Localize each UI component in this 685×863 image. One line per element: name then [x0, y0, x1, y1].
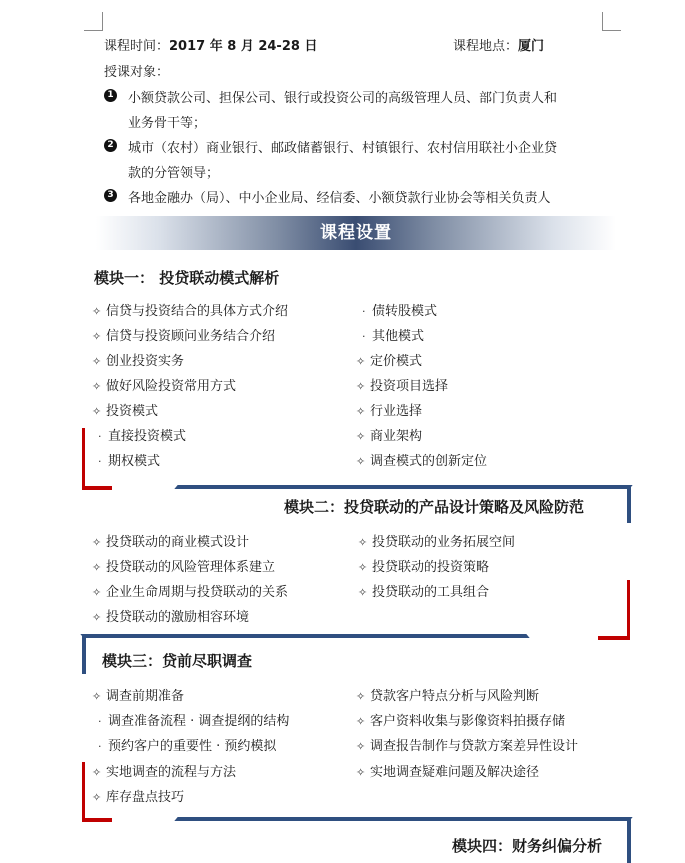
diamond-bullet-icon: ✧ [92, 791, 102, 804]
audience-text: 款的分管领导； [128, 166, 220, 181]
module-3-item: ✧ 贷款客户特点分析与风险判断 [356, 689, 540, 704]
module-1-item: · 其他模式 [362, 329, 425, 344]
audience-number: 1 [104, 89, 117, 102]
diamond-bullet-icon: ✧ [356, 405, 366, 418]
course-place [453, 38, 544, 56]
frame-bracket [627, 817, 631, 863]
section-banner [96, 216, 616, 250]
crop-mark-top-right [602, 12, 621, 31]
diamond-bullet-icon: ✧ [356, 690, 366, 703]
diamond-bullet-icon: ✧ [92, 355, 102, 368]
audience-text: 城市（农村）商业银行、邮政储蓄银行、村镇银行、农村信用联社小企业贷 [128, 141, 558, 156]
module-3-item: ✧ 客户资料收集与影像资料拍摄存储 [356, 714, 566, 729]
dot-bullet-icon: · [98, 740, 102, 753]
diamond-bullet-icon: ✧ [356, 430, 366, 443]
module-1-item: ✧ 创业投资实务 [92, 354, 185, 369]
diamond-bullet-icon: ✧ [356, 355, 366, 368]
diamond-bullet-icon: ✧ [92, 405, 102, 418]
frame-divider [174, 817, 632, 821]
course-time-label: 课程时间： [104, 39, 170, 54]
diamond-bullet-icon: ✧ [92, 586, 102, 599]
diamond-bullet-icon: ✧ [92, 690, 102, 703]
diamond-bullet-icon: ✧ [356, 455, 366, 468]
module-2-item: ✧ 投贷联动的工具组合 [358, 585, 490, 600]
frame-bracket [598, 636, 630, 640]
diamond-bullet-icon: ✧ [92, 766, 102, 779]
module-2-item: ✧ 投贷联动的商业模式设计 [92, 535, 250, 550]
audience-number: 3 [104, 189, 117, 202]
module-1-item: ✧ 信贷与投资顾问业务结合介绍 [92, 329, 276, 344]
frame-bracket [627, 580, 630, 640]
module-1-item: ✧ 调查模式的创新定位 [356, 454, 488, 469]
dot-bullet-icon: · [98, 715, 102, 728]
module-2-title: 模块二：投贷联动的产品设计策略及风险防范 [284, 498, 585, 516]
module-1-item: ✧ 投资项目选择 [356, 379, 449, 394]
audience-item [104, 186, 604, 211]
module-1-item: ✧ 商业架构 [356, 429, 423, 444]
module-1-title: 模块一： 投贷联动模式解析 [94, 269, 280, 287]
module-2-item: ✧ 投贷联动的风险管理体系建立 [92, 560, 276, 575]
module-1-item: ✧ 信贷与投资结合的具体方式介绍 [92, 304, 289, 319]
module-3-item: ✧ 调查报告制作与贷款方案差异性设计 [356, 739, 579, 754]
diamond-bullet-icon: ✧ [358, 586, 368, 599]
frame-bracket [82, 818, 112, 822]
audience-text: 小额贷款公司、担保公司、银行或投资公司的高级管理人员、部门负责人和 [128, 91, 558, 106]
diamond-bullet-icon: ✧ [358, 536, 368, 549]
module-3-item: ✧ 库存盘点技巧 [92, 790, 185, 805]
diamond-bullet-icon: ✧ [356, 740, 366, 753]
course-place-label: 课程地点： [453, 39, 519, 54]
audience-number: 2 [104, 139, 117, 152]
dot-bullet-icon: · [362, 330, 366, 343]
audience-item [104, 86, 604, 136]
module-3-item: ✧ 实地调查疑难问题及解决途径 [356, 765, 540, 780]
module-1-item: · 期权模式 [98, 454, 161, 469]
frame-bracket [82, 762, 85, 822]
diamond-bullet-icon: ✧ [356, 715, 366, 728]
module-2-item: ✧ 投贷联动的激励相容环境 [92, 610, 250, 625]
frame-bracket [82, 428, 85, 490]
module-2-item: ✧ 企业生命周期与投贷联动的关系 [92, 585, 289, 600]
frame-bracket [82, 634, 86, 674]
section-banner-title: 课程设置 [320, 223, 392, 243]
module-2-item: ✧ 投贷联动的业务拓展空间 [358, 535, 516, 550]
module-1-item: ✧ 定价模式 [356, 354, 423, 369]
module-1-item: ✧ 做好风险投资常用方式 [92, 379, 237, 394]
audience-item [104, 136, 604, 186]
diamond-bullet-icon: ✧ [92, 380, 102, 393]
module-2-item: ✧ 投贷联动的投资策略 [358, 560, 490, 575]
module-1-item: ✧ 投资模式 [92, 404, 159, 419]
frame-divider [174, 485, 632, 489]
diamond-bullet-icon: ✧ [92, 611, 102, 624]
module-3-item: ✧ 调查前期准备 [92, 689, 185, 704]
diamond-bullet-icon: ✧ [92, 330, 102, 343]
course-time-value: 2017 年 8 月 24-28 日 [169, 39, 318, 54]
module-1-item: · 直接投资模式 [98, 429, 187, 444]
dot-bullet-icon: · [98, 430, 102, 443]
module-4-title: 模块四：财务纠偏分析 [452, 837, 603, 855]
frame-bracket [627, 485, 631, 523]
diamond-bullet-icon: ✧ [92, 536, 102, 549]
dot-bullet-icon: · [362, 305, 366, 318]
module-1-item: ✧ 行业选择 [356, 404, 423, 419]
diamond-bullet-icon: ✧ [358, 561, 368, 574]
diamond-bullet-icon: ✧ [356, 380, 366, 393]
frame-divider [80, 634, 529, 638]
module-3-item: ✧ 实地调查的流程与方法 [92, 765, 237, 780]
diamond-bullet-icon: ✧ [92, 305, 102, 318]
module-1-item: · 债转股模式 [362, 304, 438, 319]
audience-label: 授课对象： [104, 65, 170, 80]
dot-bullet-icon: · [98, 455, 102, 468]
crop-mark-top-left [84, 12, 103, 31]
course-place-value: 厦门 [518, 39, 545, 54]
diamond-bullet-icon: ✧ [356, 766, 366, 779]
audience-text: 业务骨干等； [128, 116, 207, 131]
course-time [104, 38, 317, 56]
frame-bracket [82, 486, 112, 490]
module-3-title: 模块三：贷前尽职调查 [102, 652, 253, 670]
diamond-bullet-icon: ✧ [92, 561, 102, 574]
module-3-item: · 调查准备流程 · 调查提纲的结构 [98, 714, 290, 729]
module-3-item: · 预约客户的重要性 · 预约模拟 [98, 739, 277, 754]
audience-text: 各地金融办（局）、中小企业局、经信委、小额贷款行业协会等相关负责人 [128, 191, 551, 206]
